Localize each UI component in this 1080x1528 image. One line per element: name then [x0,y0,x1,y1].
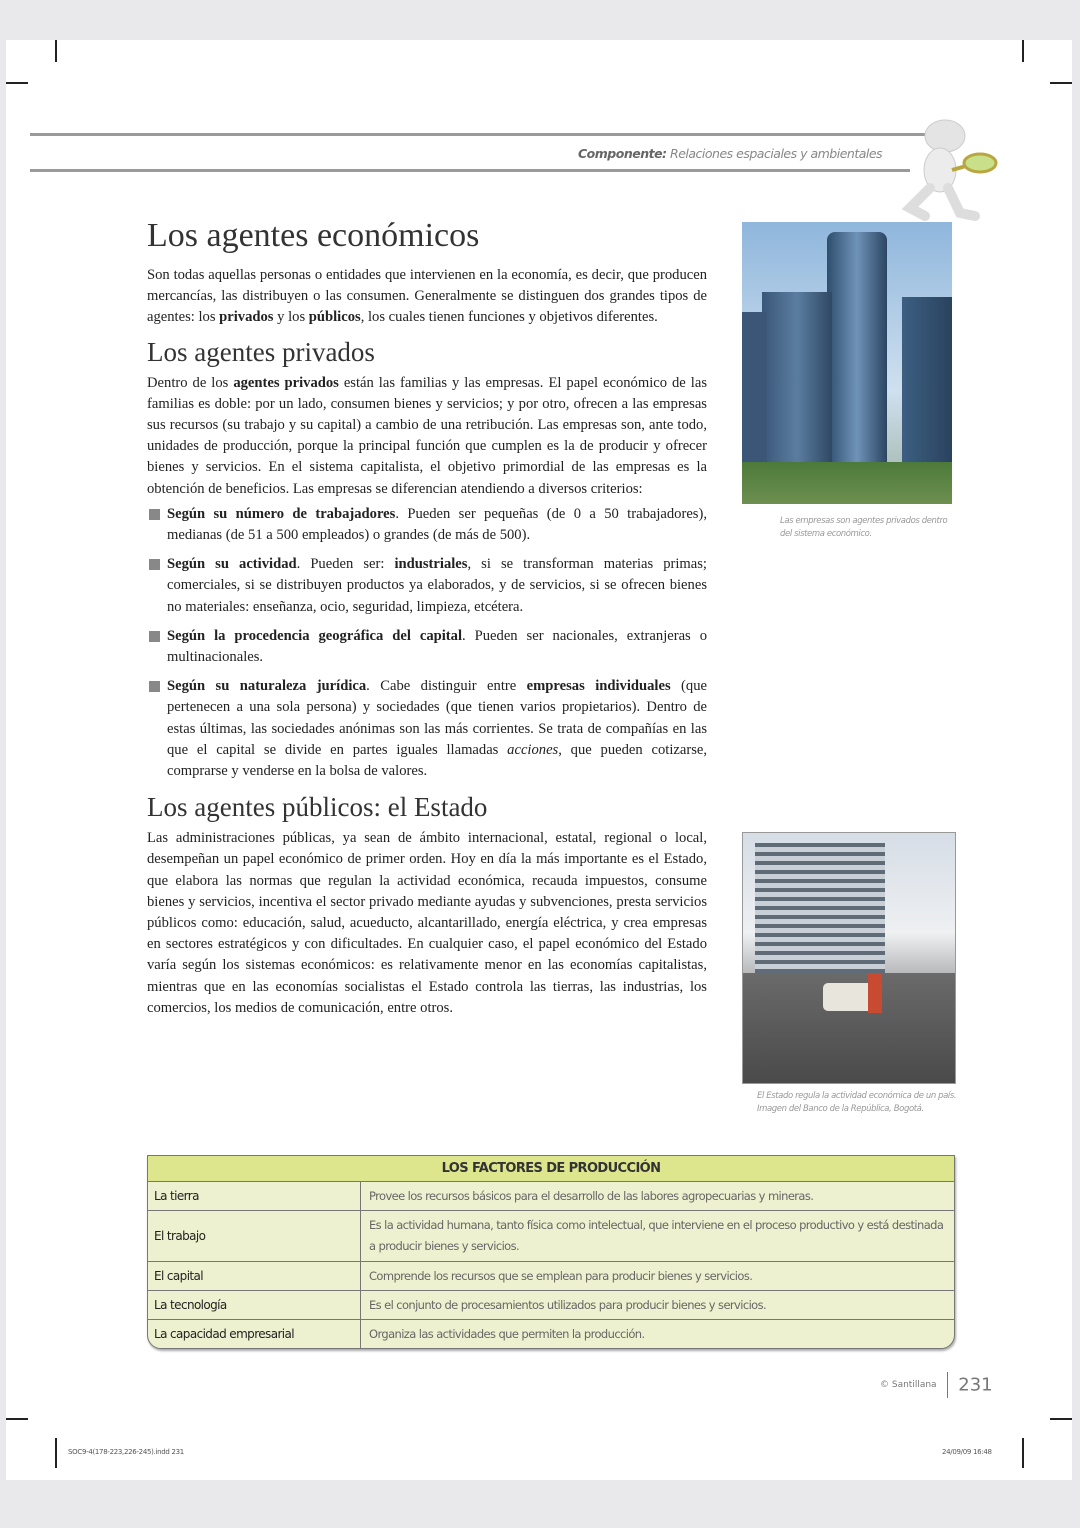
factor-name: La capacidad empresarial [148,1320,361,1348]
table-row [148,1320,954,1348]
factor-name: El capital [148,1262,361,1290]
factor-description: Provee los recursos básicos para el desarrollo de las labores agropecuarias y mineras. [369,1188,814,1203]
bold-term: agentes privados [233,374,339,391]
text-run: Las administraciones públicas, ya sean de ámbito internacional, estatal, regional o local, desempeñan un papel económico de primer orden. Hoy en día la más importante es el Estado, que elabora las normas que regulan la actividad económica, recauda impuestos, consume bienes y servicios, incentiva el sector privado mediante ayudas y subvenciones, presta servicios públicos como: educación, salud, acueducto, alcantarillado, energía eléctrica, y crea empresas en sectores estratégicos y con dificultades. En cualquier caso, el papel económico del Estado varía según los sistemas económicos: es relativamente menor en las economías capitalistas, mientras que en las economías socialistas el Estado controla las tierras, las industrias, los comercios, los medios de comunicación, entre otros. [147,830,707,1016]
photo-banco-republica [742,832,956,1084]
factor-description: Comprende los recursos que se emplean para producir bienes y servicios. [369,1268,753,1283]
component-value: Relaciones espaciales y ambientales [670,146,883,161]
factor-name: El trabajo [148,1211,361,1261]
factor-description: Es la actividad humana, tanto física como intelectual, que interviene en el proceso productivo y está destinada a producir bienes y servicios. [369,1218,944,1253]
list-item-text [167,506,707,543]
factor-name: La tierra [148,1182,361,1210]
list-item [147,504,707,546]
bold-term: empresas individuales [526,678,671,695]
crop-mark [1050,82,1072,84]
slug-right: 24/09/09 16:48 [942,1448,992,1456]
italic-term: acciones [507,741,559,758]
factor-description: Organiza las actividades que permiten la producción. [369,1326,645,1341]
private-paragraph [147,373,707,500]
bold-term: Según su número de trabajadores [167,505,396,522]
bullet-square-icon [149,681,160,692]
table-row [148,1182,954,1211]
bullet-square-icon [149,509,160,520]
text-run: . Pueden ser: [296,556,395,573]
bold-term: privados [219,309,274,326]
factor-description: Es el conjunto de procesamientos utilizados para producir bienes y servicios. [369,1297,767,1312]
production-factors-table [147,1155,955,1349]
bold-term: Según su naturaleza jurídica [167,678,367,695]
photo-skyscrapers [742,222,952,504]
text-run: Son todas aquellas personas o entidades que intervienen en la economía, es decir, que producen mercancías, las distribuyen o las consumen. Generalmente se distinguen dos grandes tipos de agentes: los [147,267,707,326]
table-row [148,1291,954,1320]
text-run: . Pueden ser nacionales, extranjeras o multinacionales. [167,627,707,666]
table-row [148,1262,954,1291]
header-rule [30,133,940,136]
bullet-square-icon [149,559,160,570]
header-rule [30,169,910,172]
crop-mark [1022,1438,1024,1468]
component-label [578,146,882,161]
crop-mark [55,1438,57,1468]
table-row [148,1211,954,1262]
footer-divider [947,1372,949,1398]
bold-term: Según la procedencia geográfica del capital [167,627,463,644]
text-run: , los cuales tienen funciones y objetivos diferentes. [360,309,658,326]
text-run: y los [273,309,309,326]
text-run: , si se transforman materias primas; comerciales, si se distribuyen productos ya elaborados, y de servicios, si se ofrecen bienes no materiales: enseñanza, ocio, seguridad, limpieza, etcétera. [167,556,707,615]
crop-mark [55,40,57,62]
list-item [147,626,707,668]
bold-term: Según su actividad [167,556,297,573]
page-number: 231 [958,1374,993,1396]
page-title: Los agentes económicos [147,217,480,254]
slug-left: SOC9-4(178-223,226-245).indd 231 [68,1448,184,1456]
text-run: están las familias y las empresas. El papel económico de las familias es doble: por un lado, consumen bienes y servicios; y por otro, ofrecen a las empresas sus recursos (su trabajo y su capital) a cambio de una retribución. Las empresas son, ante todo, unidades de producción, porque la principal función que cumplen es la de producir y ofrecer bienes y servicios. En el sistema capitalista, el objetivo primordial de las empresas es la obtención de beneficios. Las empresas se diferencian atendiendo a diversos criterios: [147,374,707,497]
text-run: , que pueden cotizarse, comprarse y venderse en la bolsa de valores. [167,741,708,780]
bullet-square-icon [149,631,160,642]
photo2-caption: El Estado regula la actividad económica de un país. Imagen del Banco de la República, Bogotá. [757,1091,957,1114]
factor-name: La tecnología [148,1291,361,1319]
list-item-text [167,556,707,614]
list-item-text [167,628,707,665]
list-item [147,676,707,782]
table-title: LOS FACTORES DE PRODUCCIÓN [148,1156,954,1182]
bold-term: industriales [394,556,468,573]
crop-mark [1022,40,1024,62]
text-run: . Pueden ser pequeñas (de 0 a 50 trabajadores), medianas (de 51 a 500 empleados) o grandes (de más de 500). [167,505,707,544]
page-footer [880,1372,993,1398]
bold-term: públicos [308,309,361,326]
section-heading-public: Los agentes públicos: el Estado [147,792,488,823]
text-run: (que pertenecen a una sola persona) y sociedades (que tienen varios propietarios). Dentro de estas últimas, las sociedades anónimas son las más corrientes. Se trata de compañías en las que el capital se divide en partes iguales llamadas [167,678,707,758]
text-run: Dentro de los [147,374,234,391]
list-item-text [167,678,707,779]
section-heading-private: Los agentes privados [147,336,375,367]
publisher: © Santillana [880,1380,937,1390]
photo1-caption: Las empresas son agentes privados dentro del sistema económico. [780,516,948,539]
crop-mark [1050,1418,1072,1420]
criteria-list [147,504,707,782]
mascot-magnifier-icon [900,108,1005,223]
text-run: . Cabe distinguir entre [366,678,527,695]
crop-mark [6,82,28,84]
public-paragraph [147,828,707,1019]
crop-mark [6,1418,28,1420]
intro-paragraph [147,265,707,329]
list-item [147,554,707,618]
component-key: Componente: [578,146,667,161]
main-column [147,215,707,1019]
